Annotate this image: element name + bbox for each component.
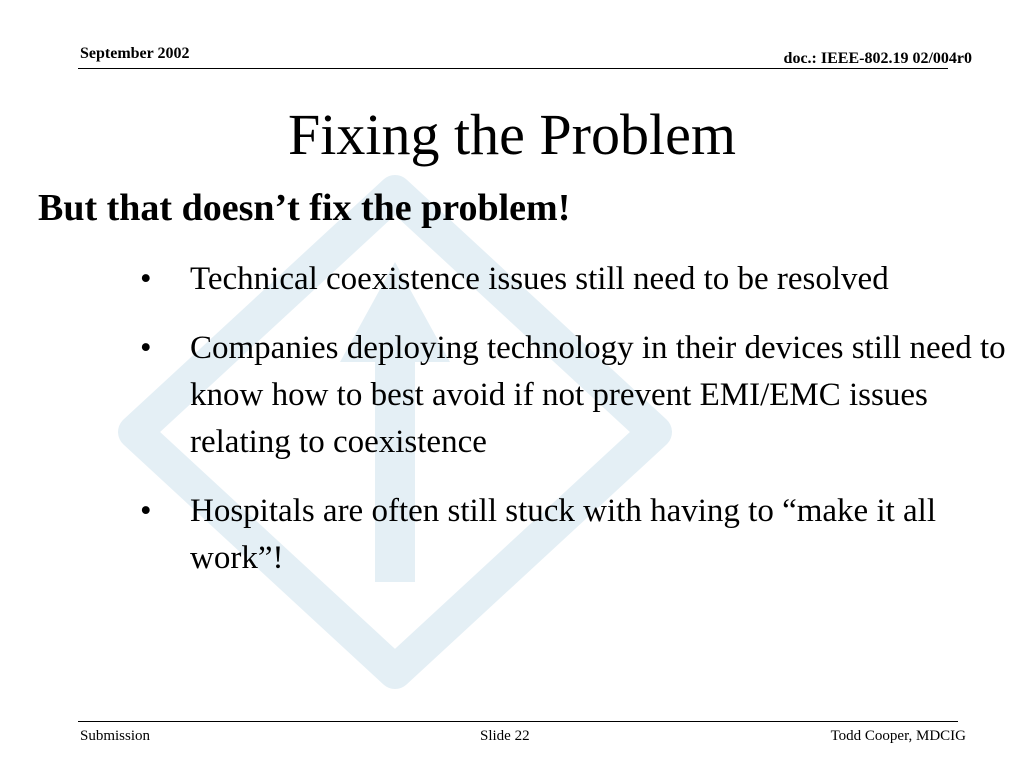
- bullet-marker: •: [140, 493, 152, 529]
- bullet-list: [140, 256, 1020, 604]
- bullet-item: [140, 256, 1020, 303]
- footer-slide-number: Slide 22: [480, 728, 530, 744]
- header-doc-id: doc.: IEEE-802.19 02/004r0: [783, 50, 972, 67]
- bullet-item: [140, 325, 1020, 466]
- bullet-text: Hospitals are often still stuck with having to “make it all work”!: [190, 493, 937, 576]
- slide-title: Fixing the Problem: [288, 102, 736, 167]
- slide-subheading: But that doesn’t fix the problem!: [38, 187, 571, 229]
- bullet-marker: •: [140, 330, 152, 366]
- bullet-text: Companies deploying technology in their devices still need to know how to best avoid if not prevent EMI/EMC issues relating to coexistence: [190, 330, 1006, 460]
- bullet-item: [140, 488, 1020, 582]
- bullet-marker: •: [140, 261, 152, 297]
- footer-divider: [78, 721, 958, 722]
- footer-author: Todd Cooper, MDCIG: [830, 728, 966, 744]
- header-date: September 2002: [80, 45, 190, 62]
- header-divider: [78, 68, 948, 69]
- bullet-text: Technical coexistence issues still need to be resolved: [190, 261, 889, 297]
- footer-submission: Submission: [80, 728, 151, 744]
